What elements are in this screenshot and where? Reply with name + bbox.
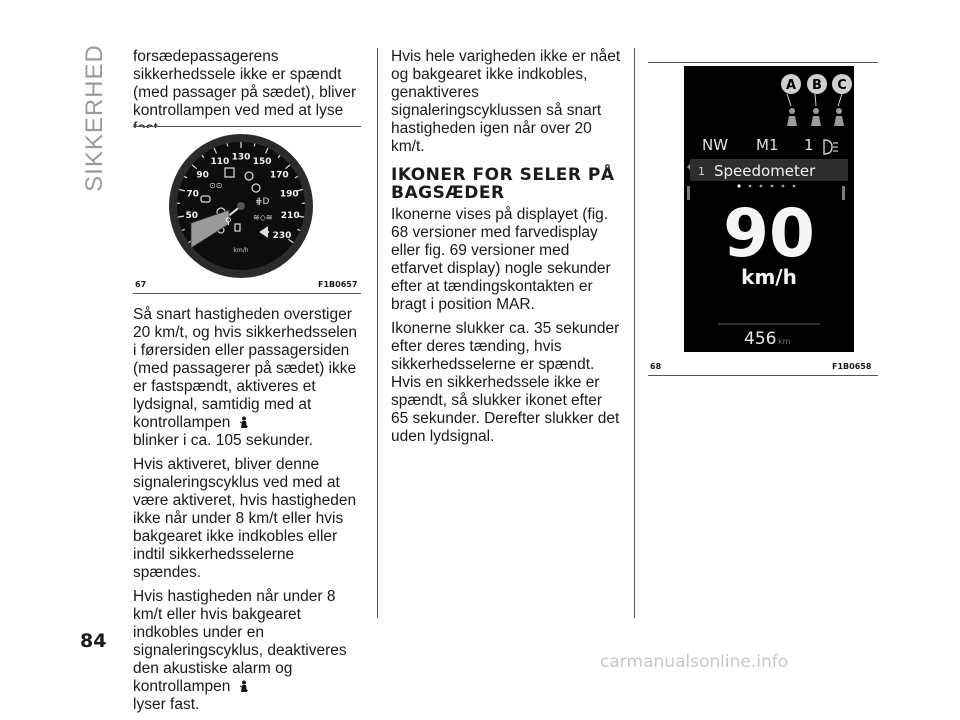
digital-cluster-display — [684, 66, 854, 352]
menu-left-arrow — [687, 164, 690, 170]
headlight-icon — [824, 140, 838, 154]
seatbelt-icon — [239, 416, 249, 429]
rear-seatbelt-icons — [787, 108, 844, 126]
figure-68 — [684, 66, 854, 352]
menu-title: Speedometer — [714, 162, 816, 180]
needle-hub — [237, 202, 245, 210]
rule-figure-68 — [648, 375, 878, 376]
compass-heading: NW — [702, 136, 728, 154]
gauge-tick-mark — [227, 144, 228, 147]
odometer-unit: km — [778, 337, 791, 346]
page-number: 84 — [80, 630, 106, 652]
seatbelt-icon-center — [811, 108, 821, 126]
seatbelt-icon-left — [787, 108, 797, 126]
section-heading: IKONER FOR SELER PÅ BAGSÆDER — [391, 166, 623, 202]
rear-fog-icon: ⋕D — [255, 197, 270, 207]
gauge-tick-label: 70 — [186, 190, 199, 200]
paragraph-icons-shown: Ikonerne vises på displayet (fig. 68 versioner med farvedisplay eller fig. 69 versioner med etfarvet display) nogle sekunder efter at tændingskontakten er bragt i position MAR. — [391, 206, 623, 314]
paragraph-cycle-active: Hvis aktiveret, bliver denne signaleringscyklus ved med at være aktiveret, hvis hastigheden ikke når under 8 km/t eller hvis bakgearet ikke indkobles eller indtil sikkerhedsselerne spændes. — [133, 456, 361, 582]
gauge-tick-label: 170 — [270, 170, 289, 180]
watermark: carmanualsonline.info — [600, 652, 788, 672]
seatbelt-warning-icon: ⚲ — [225, 217, 232, 227]
gauge-tick-mark — [254, 144, 255, 147]
column-divider-2 — [634, 48, 635, 618]
paragraph-deactivate: Hvis hastigheden når under 8 km/t eller hvis bakgearet indkobles under en signaleringscyklus, deaktiveres den akustiske alarm og kontrollampen lyser fast. — [133, 588, 361, 714]
figure-68-number: 68 — [650, 362, 661, 371]
marker-c — [832, 74, 852, 94]
rule-top-left — [133, 126, 361, 127]
odometer-value: 456 — [744, 329, 776, 349]
seatbelt-icon — [239, 680, 249, 693]
svg-text:A: A — [786, 78, 796, 93]
rule-top-right — [648, 62, 878, 63]
menu-index: 1 — [698, 165, 705, 178]
seatbelt-icon-right — [834, 108, 844, 126]
speed-unit: km/h — [741, 265, 797, 289]
column-divider-1 — [377, 48, 378, 618]
gauge-tick-label: 110 — [211, 157, 230, 167]
gauge-tick-label: 150 — [253, 157, 272, 167]
marker-b — [807, 74, 827, 94]
paragraph-icons-off: Ikonerne slukker ca. 35 sekunder efter deres tænding, hvis sikkerhedsselerne er spændt. Hvis en sikkerhedssele ikke er spændt, så slukker ikonet efter 65 sekunder. Derefter slukker det uden lydsignal. — [391, 320, 623, 446]
speedometer-gauge — [133, 128, 361, 278]
svg-text:C: C — [837, 78, 847, 93]
page-dots — [737, 184, 795, 187]
column-middle — [391, 48, 623, 452]
figure-67-number: 67 — [135, 280, 146, 289]
section-tab: SIKKERHED — [80, 48, 110, 188]
gauge-tick-label: 90 — [196, 170, 209, 180]
column-left-body — [133, 306, 361, 720]
gauge-tick-label: 130 — [232, 153, 251, 163]
intro-paragraph: forsædepassagerens sikkerhedssele ikke er spændt (med passager på sædet), bliver kontrollampen ved med at lyse — [133, 48, 361, 138]
gear-mode: M1 — [756, 136, 779, 154]
gauge-tick-label: 50 — [186, 211, 199, 221]
menu-scrollbar — [842, 186, 845, 200]
figure-67-code: F1B0657 — [318, 280, 357, 289]
current-gear: 1 — [804, 136, 814, 154]
marker-a — [781, 74, 801, 94]
gauge-tick-label: 210 — [281, 211, 300, 221]
paragraph-speed-warning: Så snart hastigheden overstiger 20 km/t, og hvis sikkerhedsselen i førersiden eller passagersiden (med passagerer på sædet) ikke er fastspændt, aktiveres et lydsignal, samtidig med at kontrollampen blinker i ca. 105 sekunder. — [133, 306, 361, 450]
svg-text:B: B — [812, 78, 822, 93]
paragraph-reactivate: Hvis hele varigheden ikke er nået og bakgearet ikke indkobles, genaktiveres signaleringscyklussen så snart hastigheden igen når over 20 km/t. — [391, 48, 623, 156]
gauge-unit-label: km/h — [233, 247, 248, 254]
rule-figure-67 — [133, 293, 361, 294]
oil-icon: ⊙⊙ — [209, 181, 222, 190]
speed-value: 90 — [723, 195, 815, 272]
menu-scrollbar-left — [687, 186, 690, 200]
light-icon: ≋◇≋ — [253, 213, 273, 222]
gauge-tick-label: 190 — [280, 190, 299, 200]
gauge-tick-label: 230 — [273, 231, 292, 241]
figure-67 — [133, 128, 361, 278]
figure-68-code: F1B0658 — [832, 362, 871, 371]
